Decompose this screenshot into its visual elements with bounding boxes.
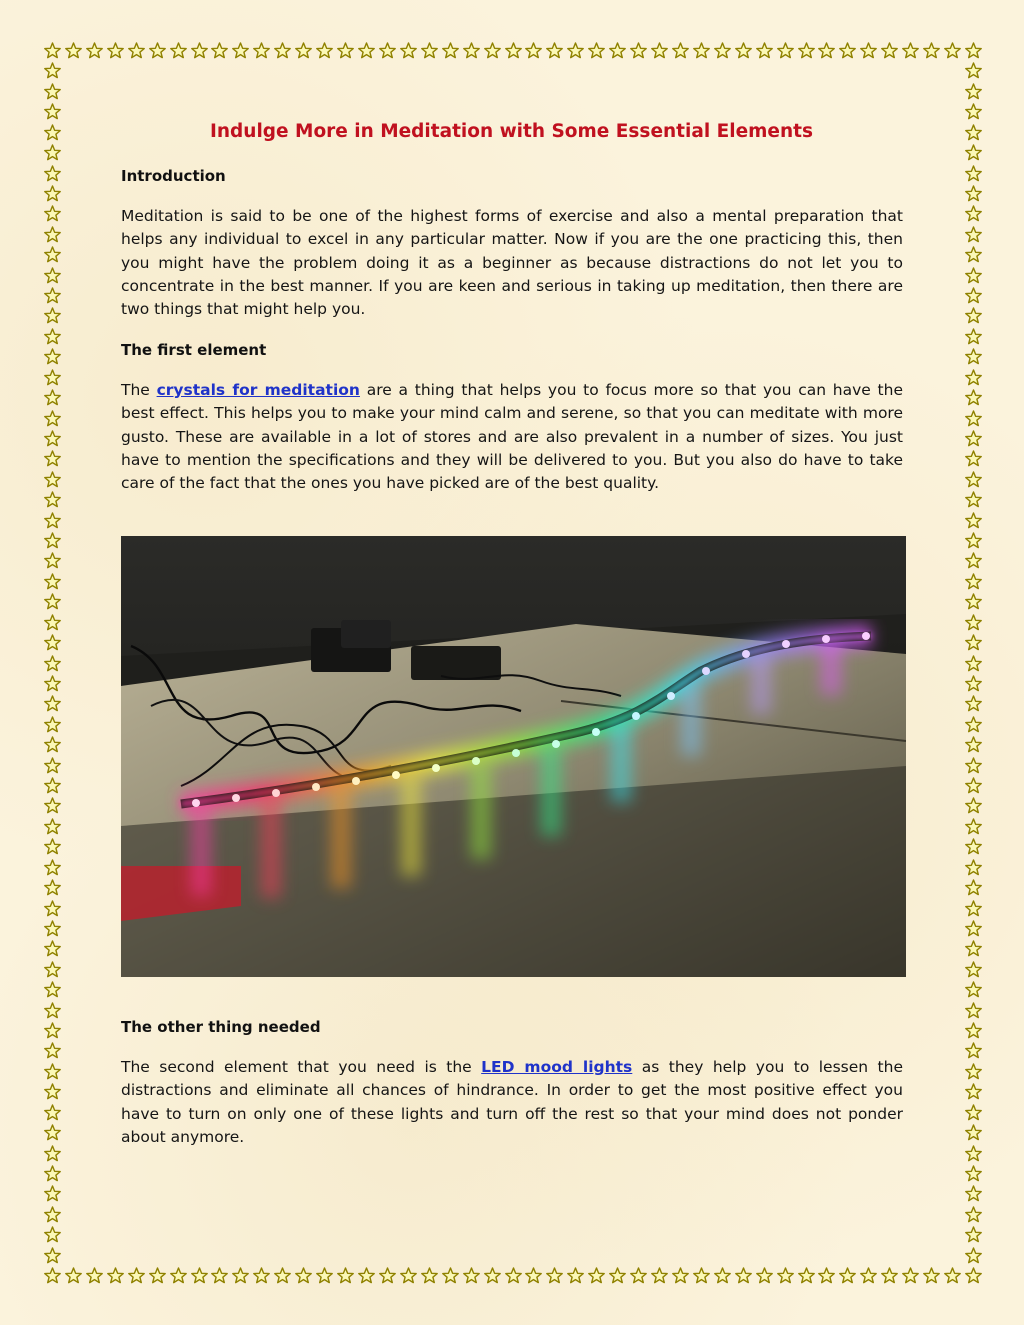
paragraph-text: The [121, 381, 157, 399]
star-outline-icon [965, 42, 982, 59]
star-outline-icon [44, 512, 61, 529]
star-outline-icon [44, 593, 61, 610]
star-outline-icon [965, 226, 982, 243]
star-outline-icon [798, 1267, 815, 1284]
star-outline-icon [128, 1267, 145, 1284]
star-outline-icon [44, 859, 61, 876]
star-outline-icon [65, 42, 82, 59]
star-outline-icon [567, 1267, 584, 1284]
star-outline-icon [44, 267, 61, 284]
star-outline-icon [902, 1267, 919, 1284]
star-outline-icon [965, 532, 982, 549]
star-outline-icon [316, 1267, 333, 1284]
star-outline-icon [44, 1165, 61, 1182]
star-outline-icon [923, 42, 940, 59]
star-outline-icon [400, 1267, 417, 1284]
star-outline-icon [44, 1226, 61, 1243]
star-outline-icon [44, 920, 61, 937]
star-outline-icon [965, 430, 982, 447]
star-outline-icon [44, 62, 61, 79]
star-outline-icon [316, 42, 333, 59]
star-outline-icon [211, 1267, 228, 1284]
paragraph-text: as they help you to lessen the distractions and eliminate all chances of hindrance. In order to get the most positive effect you have to turn on only one of these lights and turn off the rest so that your mind does not ponder about anymore. [121, 1058, 903, 1146]
heading-first-element: The first element [121, 341, 267, 359]
star-outline-icon [44, 614, 61, 631]
star-outline-icon [965, 1206, 982, 1223]
star-outline-icon [965, 1083, 982, 1100]
star-outline-icon [86, 42, 103, 59]
star-outline-icon [44, 165, 61, 182]
star-outline-icon [44, 491, 61, 508]
star-outline-icon [44, 42, 61, 59]
star-outline-icon [44, 655, 61, 672]
star-outline-icon [149, 42, 166, 59]
star-outline-icon [651, 1267, 668, 1284]
star-outline-icon [44, 471, 61, 488]
star-outline-icon [505, 42, 522, 59]
star-outline-icon [756, 42, 773, 59]
star-outline-icon [965, 348, 982, 365]
star-outline-icon [44, 369, 61, 386]
star-outline-icon [546, 42, 563, 59]
star-outline-icon [965, 267, 982, 284]
star-outline-icon [358, 1267, 375, 1284]
star-outline-icon [44, 430, 61, 447]
star-outline-icon [44, 552, 61, 569]
star-outline-icon [965, 471, 982, 488]
star-outline-icon [358, 42, 375, 59]
star-outline-icon [693, 42, 710, 59]
star-outline-icon [44, 185, 61, 202]
star-outline-icon [965, 1247, 982, 1264]
star-outline-icon [965, 83, 982, 100]
page-title: Indulge More in Meditation with Some Essential Elements [210, 121, 813, 142]
star-outline-icon [630, 42, 647, 59]
crystals-for-meditation-link[interactable]: crystals for meditation [156, 381, 360, 399]
star-outline-icon [295, 1267, 312, 1284]
star-outline-icon [923, 1267, 940, 1284]
star-outline-icon [965, 614, 982, 631]
star-outline-icon [44, 777, 61, 794]
star-outline-icon [44, 900, 61, 917]
star-outline-icon [44, 736, 61, 753]
star-outline-icon [965, 981, 982, 998]
star-outline-icon [44, 573, 61, 590]
star-outline-icon [965, 655, 982, 672]
star-outline-icon [965, 573, 982, 590]
star-outline-icon [525, 1267, 542, 1284]
star-outline-icon [965, 124, 982, 141]
star-outline-icon [714, 42, 731, 59]
star-outline-icon [965, 103, 982, 120]
star-outline-icon [44, 838, 61, 855]
star-outline-icon [44, 1104, 61, 1121]
star-outline-icon [107, 1267, 124, 1284]
star-outline-icon [44, 450, 61, 467]
star-outline-icon [714, 1267, 731, 1284]
star-outline-icon [693, 1267, 710, 1284]
star-outline-icon [44, 1002, 61, 1019]
star-outline-icon [651, 42, 668, 59]
star-outline-icon [965, 675, 982, 692]
star-outline-icon [44, 981, 61, 998]
star-outline-icon [902, 42, 919, 59]
star-outline-icon [44, 634, 61, 651]
star-outline-icon [379, 42, 396, 59]
photo-illustration [121, 536, 906, 977]
star-outline-icon [965, 736, 982, 753]
heading-introduction: Introduction [121, 167, 226, 185]
star-outline-icon [965, 1042, 982, 1059]
star-outline-icon [881, 1267, 898, 1284]
star-outline-icon [965, 185, 982, 202]
star-outline-icon [839, 42, 856, 59]
star-outline-icon [965, 205, 982, 222]
star-outline-icon [965, 1063, 982, 1080]
star-outline-icon [337, 42, 354, 59]
star-outline-icon [588, 1267, 605, 1284]
star-outline-icon [274, 42, 291, 59]
star-outline-icon [965, 512, 982, 529]
star-outline-icon [44, 695, 61, 712]
star-outline-icon [588, 42, 605, 59]
star-outline-icon [44, 1145, 61, 1162]
star-outline-icon [777, 42, 794, 59]
star-outline-icon [965, 287, 982, 304]
star-outline-icon [253, 42, 270, 59]
star-outline-icon [44, 675, 61, 692]
star-outline-icon [86, 1267, 103, 1284]
star-outline-icon [232, 42, 249, 59]
star-outline-icon [567, 42, 584, 59]
star-outline-icon [965, 961, 982, 978]
star-outline-icon [965, 491, 982, 508]
star-outline-icon [149, 1267, 166, 1284]
star-outline-icon [128, 42, 145, 59]
star-outline-icon [965, 1145, 982, 1162]
star-outline-icon [463, 1267, 480, 1284]
star-outline-icon [442, 1267, 459, 1284]
star-outline-icon [965, 859, 982, 876]
paragraph-text: are a thing that helps you to focus more so that you can have the best effect. This helps you to make your mind calm and serene, so that you can meditate with more gusto. These are available in a lot of stores and are also prevalent in a number of sizes. You just have to mention the specifications and they will be delivered to you. But you also do have to take care of the fact that the ones you have picked are of the best quality. [121, 381, 903, 493]
star-outline-icon [44, 818, 61, 835]
star-outline-icon [944, 1267, 961, 1284]
star-outline-icon [965, 634, 982, 651]
star-outline-icon [525, 42, 542, 59]
star-outline-icon [44, 205, 61, 222]
star-outline-icon [860, 42, 877, 59]
star-outline-icon [965, 246, 982, 263]
star-outline-icon [65, 1267, 82, 1284]
star-outline-icon [965, 450, 982, 467]
star-outline-icon [672, 1267, 689, 1284]
star-outline-icon [965, 1267, 982, 1284]
star-outline-icon [44, 144, 61, 161]
star-outline-icon [965, 818, 982, 835]
star-outline-icon [818, 1267, 835, 1284]
star-outline-icon [860, 1267, 877, 1284]
led-light-strip-photo [121, 536, 906, 977]
paragraph-other-thing-needed [121, 1056, 903, 1149]
star-outline-icon [965, 328, 982, 345]
star-outline-icon [777, 1267, 794, 1284]
star-outline-icon [630, 1267, 647, 1284]
star-outline-icon [44, 797, 61, 814]
star-outline-icon [337, 1267, 354, 1284]
star-outline-icon [44, 1267, 61, 1284]
star-outline-icon [965, 900, 982, 917]
star-outline-icon [965, 838, 982, 855]
star-outline-icon [965, 1104, 982, 1121]
star-outline-icon [44, 1185, 61, 1202]
star-outline-icon [44, 307, 61, 324]
star-outline-icon [421, 1267, 438, 1284]
star-outline-icon [442, 42, 459, 59]
star-outline-icon [965, 62, 982, 79]
star-outline-icon [295, 42, 312, 59]
star-outline-icon [253, 1267, 270, 1284]
star-outline-icon [44, 1022, 61, 1039]
star-outline-icon [756, 1267, 773, 1284]
star-outline-icon [107, 42, 124, 59]
star-outline-icon [735, 42, 752, 59]
star-outline-icon [965, 879, 982, 896]
star-outline-icon [965, 1185, 982, 1202]
star-outline-icon [609, 42, 626, 59]
star-outline-icon [965, 1226, 982, 1243]
star-outline-icon [965, 552, 982, 569]
star-outline-icon [191, 1267, 208, 1284]
star-outline-icon [191, 42, 208, 59]
star-outline-icon [44, 410, 61, 427]
star-outline-icon [965, 777, 982, 794]
star-outline-icon [965, 1165, 982, 1182]
star-outline-icon [965, 920, 982, 937]
star-outline-icon [211, 42, 228, 59]
star-outline-icon [609, 1267, 626, 1284]
star-outline-icon [965, 1124, 982, 1141]
star-outline-icon [44, 389, 61, 406]
star-outline-icon [965, 797, 982, 814]
star-outline-icon [484, 42, 501, 59]
star-outline-icon [44, 1124, 61, 1141]
star-outline-icon [44, 287, 61, 304]
star-outline-icon [546, 1267, 563, 1284]
star-outline-icon [44, 1042, 61, 1059]
star-outline-icon [944, 42, 961, 59]
star-outline-icon [505, 1267, 522, 1284]
star-outline-icon [44, 940, 61, 957]
star-outline-icon [818, 42, 835, 59]
star-outline-icon [44, 716, 61, 733]
paragraph-first-element [121, 379, 903, 495]
star-outline-icon [965, 1002, 982, 1019]
star-outline-icon [170, 1267, 187, 1284]
star-outline-icon [965, 940, 982, 957]
star-outline-icon [44, 124, 61, 141]
star-outline-icon [965, 716, 982, 733]
paragraph-text: The second element that you need is the [121, 1058, 482, 1076]
star-outline-icon [44, 961, 61, 978]
star-outline-icon [881, 42, 898, 59]
led-mood-lights-link[interactable]: LED mood lights [481, 1058, 633, 1076]
star-outline-icon [44, 226, 61, 243]
star-outline-icon [44, 1083, 61, 1100]
star-outline-icon [965, 410, 982, 427]
star-outline-icon [400, 42, 417, 59]
star-outline-icon [965, 757, 982, 774]
star-outline-icon [44, 757, 61, 774]
star-outline-icon [421, 42, 438, 59]
star-outline-icon [44, 1063, 61, 1080]
star-outline-icon [735, 1267, 752, 1284]
star-outline-icon [44, 1206, 61, 1223]
star-outline-icon [965, 389, 982, 406]
star-outline-icon [44, 328, 61, 345]
star-outline-icon [798, 42, 815, 59]
star-outline-icon [44, 1247, 61, 1264]
star-outline-icon [44, 246, 61, 263]
star-outline-icon [484, 1267, 501, 1284]
heading-other-thing-needed: The other thing needed [121, 1018, 321, 1036]
star-outline-icon [965, 1022, 982, 1039]
star-outline-icon [44, 348, 61, 365]
star-outline-icon [965, 165, 982, 182]
star-outline-icon [44, 103, 61, 120]
paragraph-introduction: Meditation is said to be one of the highest forms of exercise and also a mental preparation that helps any individual to excel in any particular matter. Now if you are the one practicing this, then you might have the problem doing it as a beginner as because distractions do not let you to concentrate in the best manner. If you are keen and serious in taking up meditation, then there are two things that might help you. [121, 207, 903, 319]
star-outline-icon [44, 532, 61, 549]
star-outline-icon [672, 42, 689, 59]
star-outline-icon [965, 369, 982, 386]
star-outline-icon [965, 307, 982, 324]
star-outline-icon [44, 879, 61, 896]
star-outline-icon [965, 144, 982, 161]
star-outline-icon [232, 1267, 249, 1284]
star-outline-icon [839, 1267, 856, 1284]
star-outline-icon [274, 1267, 291, 1284]
star-outline-icon [965, 593, 982, 610]
star-outline-icon [965, 695, 982, 712]
star-outline-icon [44, 83, 61, 100]
star-outline-icon [463, 42, 480, 59]
star-outline-icon [170, 42, 187, 59]
star-outline-icon [379, 1267, 396, 1284]
